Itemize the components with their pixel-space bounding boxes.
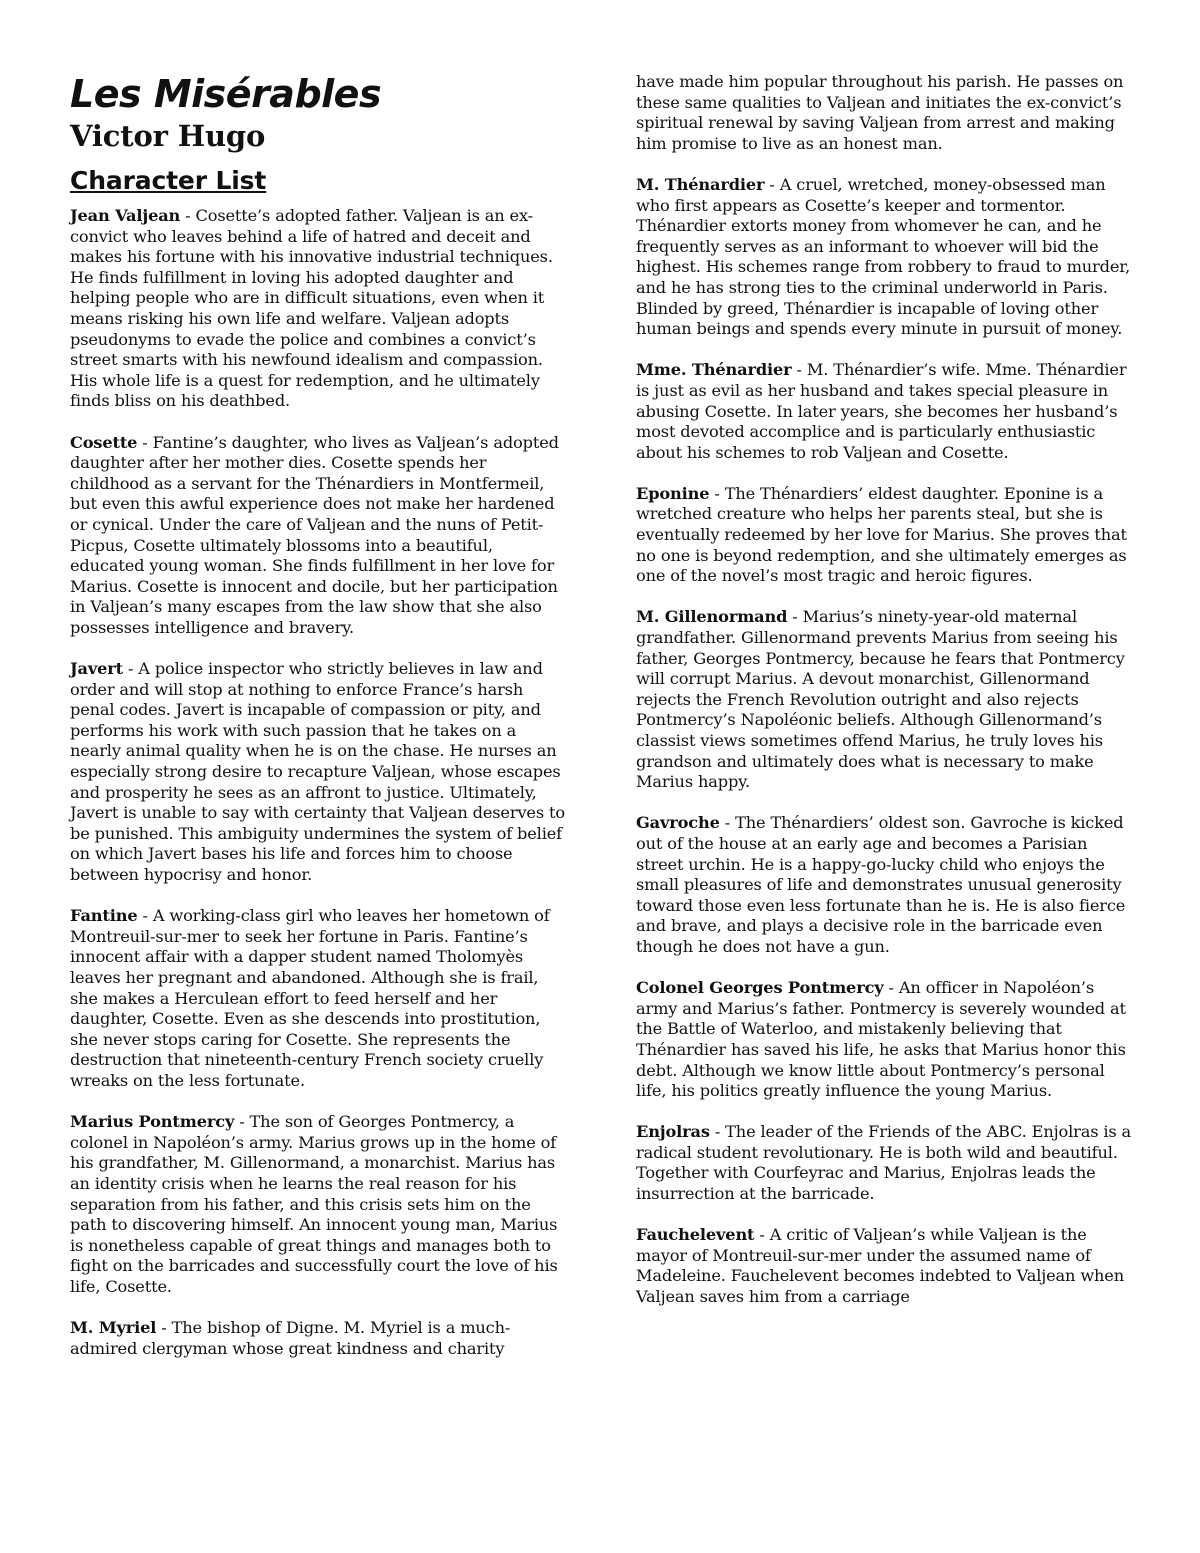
- section-heading: Character List: [70, 166, 267, 195]
- character-entry: Cosette - Fantine’s daughter, who lives as Valjean’s adopted daughter after her mother dies. Cosette spends her childhood as a servant for the Thénardiers in Montfermeil, but even this awful experience does not make her hardened or cynical. Under the care of Valjean and the nuns of Petit-Picpus, Cosette ultimately blossoms into a beautiful, educated young woman. She finds fulfillment in her love for Marius. Cosette is innocent and docile, but her participation in Valjean’s many escapes from the law show that she also possesses intelligence and bravery.: [70, 432, 559, 637]
- character-description: Cosette’s adopted father. Valjean is an ex-convict who leaves behind a life of hatred and deceit and makes his fortune with his innovative industrial techniques. He finds fulfillment in loving his adopted daughter and helping people who are in difficult situations, even when it means risking his own life and welfare. Valjean adopts pseudonyms to evade the police and combines a convict’s street smarts with his newfound idealism and compassion. His whole life is a quest for redemption, and he ultimately finds bliss on his deathbed.: [70, 206, 553, 411]
- right-column: [636, 72, 1136, 1328]
- character-name: Fantine: [70, 906, 138, 926]
- character-description: A working-class girl who leaves her hometown of Montreuil-sur-mer to seek her fortune in Paris. Fantine’s innocent affair with a dapper student named Tholomyès leaves her pregnant and abandoned. Although she is frail, she makes a Herculean effort to feed herself and her daughter, Cosette. Even as she descends into prostitution, she never stops caring for Cosette. She represents the destruction that nineteenth-century French society cruelly wreaks on the less fortunate.: [70, 906, 550, 1090]
- character-description: A critic of Valjean’s while Valjean is the mayor of Montreuil-sur-mer under the assumed name of Madeleine. Fauchelevent becomes indebted to Valjean when Valjean saves him from a carriage: [636, 1225, 1125, 1307]
- character-description: Fantine’s daughter, who lives as Valjean’s adopted daughter after her mother dies. Cosette spends her childhood as a servant for the Thénardiers in Montfermeil, but even this awful experience does not make her hardened or cynical. Under the care of Valjean and the nuns of Petit-Picpus, Cosette ultimately blossoms into a beautiful, educated young woman. She finds fulfillment in her love for Marius. Cosette is innocent and docile, but her participation in Valjean’s many escapes from the law show that she also possesses intelligence and bravery.: [70, 432, 559, 637]
- character-description: A cruel, wretched, money-obsessed man who first appears as Cosette’s keeper and tormentor. Thénardier extorts money from whomever he can, and he frequently serves as an informant to whoever will bid the highest. His schemes range from robbery to fraud to murder, and he has strong ties to the criminal underworld in Paris. Blinded by greed, Thénardier is incapable of loving other human beings and spends every minute in pursuit of money.: [636, 174, 1131, 339]
- character-name: Javert: [70, 659, 123, 679]
- character-name: Colonel Georges Pontmercy: [636, 978, 884, 998]
- character-description: M. Thénardier’s wife. Mme. Thénardier is just as evil as her husband and takes special pleasure in abusing Cosette. In later years, she becomes her husband’s most devoted accomplice and is particularly enthusiastic about his schemes to rob Valjean and Cosette.: [636, 360, 1127, 462]
- character-entry: Gavroche - The Thénardiers’ oldest son. Gavroche is kicked out of the house at an early age and becomes a Parisian street urchin. He is a happy-go-lucky child who enjoys the small pleasures of life and demonstrates unusual generosity toward those even less fortunate than he is. He is also fierce and brave, and plays a decisive role in the barricade even though he does not have a gun.: [636, 813, 1126, 956]
- character-entry: Eponine - The Thénardiers’ eldest daughter. Eponine is a wretched creature who helps her parents steal, but she is eventually redeemed by her love for Marius. She proves that no one is beyond redemption, and she ultimately emerges as one of the novel’s most tragic and heroic figures.: [636, 483, 1127, 586]
- character-name: Jean Valjean: [70, 206, 181, 225]
- left-column: [70, 72, 570, 1380]
- character-name: M. Thénardier: [636, 174, 765, 194]
- character-entry: M. Thénardier - A cruel, wretched, money-obsessed man who first appears as Cosette’s keeper and tormentor. Thénardier extorts money from whomever he can, and he frequently serves as an informant to whoever will bid the highest. His schemes range from robbery to fraud to murder, and he has strong ties to the criminal underworld in Paris. Blinded by greed, Thénardier is incapable of loving other human beings and spends every minute in pursuit of money.: [636, 174, 1131, 339]
- character-entry-continued: [636, 72, 1136, 154]
- character-entry: M. Myriel - The bishop of Digne. M. Myriel is a much-admired clergyman whose great kindness and charity: [70, 1318, 511, 1358]
- character-name: Mme. Thénardier: [636, 360, 792, 380]
- document-title: Les Misérables: [70, 72, 382, 116]
- character-description: The son of Georges Pontmercy, a colonel in Napoléon’s army. Marius grows up in the home of his grandfather, M. Gillenormand, a monarchist. Marius has an identity crisis when he learns the real reason for his separation from his father, and this crisis sets him on the path to discovering himself. An innocent young man, Marius is nonetheless capable of great things and manages both to fight on the barricades and successfully court the love of his life, Cosette.: [70, 1112, 558, 1296]
- character-description: The Thénardiers’ eldest daughter. Eponine is a wretched creature who helps her parents steal, but she is eventually redeemed by her love for Marius. She proves that no one is beyond redemption, and she ultimately emerges as one of the novel’s most tragic and heroic figures.: [636, 483, 1127, 586]
- character-description: The leader of the Friends of the ABC. Enjolras is a radical student revolutionary. He is both wild and beautiful. Together with Courfeyrac and Marius, Enjolras leads the insurrection at the barricade.: [636, 1122, 1132, 1204]
- character-entry: Fauchelevent - A critic of Valjean’s while Valjean is the mayor of Montreuil-sur-mer under the assumed name of Madeleine. Fauchelevent becomes indebted to Valjean when Valjean saves him from a carriage: [636, 1225, 1125, 1307]
- character-name: Cosette: [70, 432, 138, 452]
- character-description: Marius’s ninety-year-old maternal grandfather. Gillenormand prevents Marius from seeing his father, Georges Pontmercy, because he fears that Pontmercy will corrupt Marius. A devout monarchist, Gillenormand rejects the French Revolution outright and also rejects Pontmercy’s Napoléonic beliefs. Although Gillenormand’s classist views sometimes offend Marius, he truly loves his grandson and ultimately does what is necessary to make Marius happy.: [636, 607, 1125, 792]
- character-description: have made him popular throughout his parish. He passes on these same qualities to Valjean and initiates the ex-convict’s spiritual renewal by saving Valjean from arrest and making him promise to live as an honest man.: [636, 72, 1124, 153]
- character-name: Fauchelevent: [636, 1225, 755, 1245]
- character-description: The bishop of Digne. M. Myriel is a much-admired clergyman whose great kindness and charity: [70, 1318, 511, 1358]
- character-entry: Javert - A police inspector who strictly believes in law and order and will stop at nothing to enforce France’s harsh penal codes. Javert is incapable of compassion or pity, and performs his work with such passion that he takes on a nearly animal quality when he is on the chase. He nurses an especially strong desire to recapture Valjean, whose escapes and prosperity he sees as an affront to justice. Ultimately, Javert is unable to say with certainty that Valjean deserves to be punished. This ambiguity undermines the system of belief on which Javert bases his life and forces him to choose between hypocrisy and honor.: [70, 659, 565, 884]
- character-name: Enjolras: [636, 1122, 710, 1142]
- character-name: Gavroche: [636, 813, 720, 833]
- character-entry: Fantine - A working-class girl who leaves her hometown of Montreuil-sur-mer to seek her fortune in Paris. Fantine’s innocent affair with a dapper student named Tholomyès leaves her pregnant and abandoned. Although she is frail, she makes a Herculean effort to feed herself and her daughter, Cosette. Even as she descends into prostitution, she never stops caring for Cosette. She represents the destruction that nineteenth-century French society cruelly wreaks on the less fortunate.: [70, 906, 550, 1090]
- document-author: Victor Hugo: [70, 119, 266, 153]
- character-entry: Marius Pontmercy - The son of Georges Pontmercy, a colonel in Napoléon’s army. Marius grows up in the home of his grandfather, M. Gillenormand, a monarchist. Marius has an identity crisis when he learns the real reason for his separation from his father, and this crisis sets him on the path to discovering himself. An innocent young man, Marius is nonetheless capable of great things and manages both to fight on the barricades and successfully court the love of his life, Cosette.: [70, 1112, 558, 1296]
- character-description: The Thénardiers’ oldest son. Gavroche is kicked out of the house at an early age and becomes a Parisian street urchin. He is a happy-go-lucky child who enjoys the small pleasures of life and demonstrates unusual generosity toward those even less fortunate than he is. He is also fierce and brave, and plays a decisive role in the barricade even though he does not have a gun.: [636, 813, 1126, 956]
- character-description: A police inspector who strictly believes in law and order and will stop at nothing to enforce France’s harsh penal codes. Javert is incapable of compassion or pity, and performs his work with such passion that he takes on a nearly animal quality when he is on the chase. He nurses an especially strong desire to recapture Valjean, whose escapes and prosperity he sees as an affront to justice. Ultimately, Javert is unable to say with certainty that Valjean deserves to be punished. This ambiguity undermines the system of belief on which Javert bases his life and forces him to choose between hypocrisy and honor.: [70, 659, 565, 884]
- character-description: An officer in Napoléon’s army and Marius’s father. Pontmercy is severely wounded at the Battle of Waterloo, and mistakenly believing that Thénardier has saved his life, he asks that Marius honor this debt. Although we know little about Pontmercy’s personal life, his politics greatly influence the young Marius.: [636, 978, 1126, 1101]
- character-entry: Colonel Georges Pontmercy - An officer in Napoléon’s army and Marius’s father. Pontmercy is severely wounded at the Battle of Waterloo, and mistakenly believing that Thénardier has saved his life, he asks that Marius honor this debt. Although we know little about Pontmercy’s personal life, his politics greatly influence the young Marius.: [636, 978, 1126, 1101]
- character-entry: Enjolras - The leader of the Friends of the ABC. Enjolras is a radical student revolutionary. He is both wild and beautiful. Together with Courfeyrac and Marius, Enjolras leads the insurrection at the barricade.: [636, 1122, 1132, 1204]
- character-name: Eponine: [636, 483, 710, 503]
- character-name: M. Myriel: [70, 1318, 157, 1338]
- character-entry: Jean Valjean - Cosette’s adopted father. Valjean is an ex-convict who leaves behind a life of hatred and deceit and makes his fortune with his innovative industrial techniques. He finds fulfillment in loving his adopted daughter and helping people who are in difficult situations, even when it means risking his own life and welfare. Valjean adopts pseudonyms to evade the police and combines a convict’s street smarts with his newfound idealism and compassion. His whole life is a quest for redemption, and he ultimately finds bliss on his deathbed.: [70, 206, 553, 411]
- character-entry: Mme. Thénardier - M. Thénardier’s wife. Mme. Thénardier is just as evil as her husband and takes special pleasure in abusing Cosette. In later years, she becomes her husband’s most devoted accomplice and is particularly enthusiastic about his schemes to rob Valjean and Cosette.: [636, 360, 1127, 462]
- character-entry: M. Gillenormand - Marius’s ninety-year-old maternal grandfather. Gillenormand prevents Marius from seeing his father, Georges Pontmercy, because he fears that Pontmercy will corrupt Marius. A devout monarchist, Gillenormand rejects the French Revolution outright and also rejects Pontmercy’s Napoléonic beliefs. Although Gillenormand’s classist views sometimes offend Marius, he truly loves his grandson and ultimately does what is necessary to make Marius happy.: [636, 607, 1125, 792]
- character-name: M. Gillenormand: [636, 607, 788, 627]
- character-name: Marius Pontmercy: [70, 1112, 235, 1132]
